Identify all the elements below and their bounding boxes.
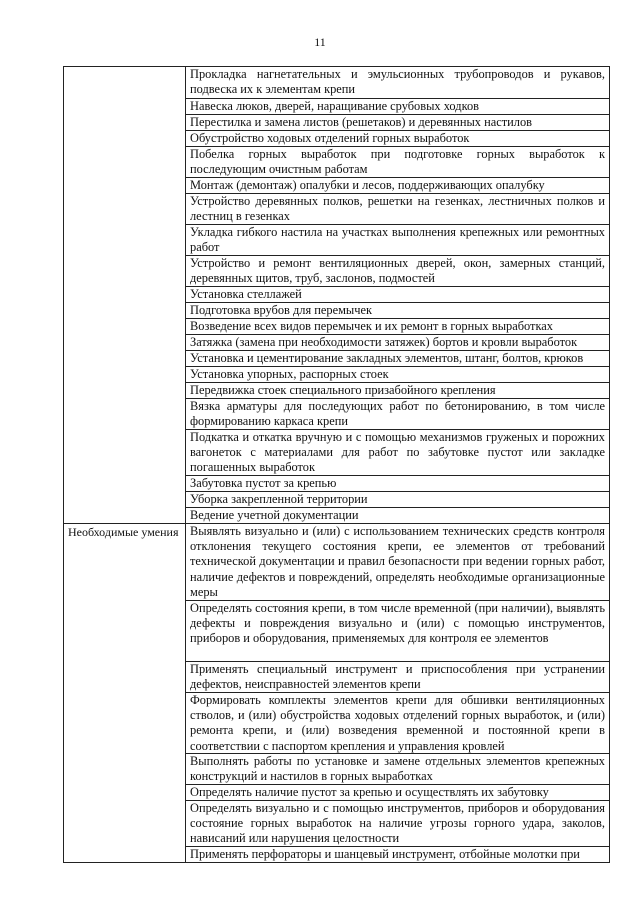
activity-item: Забутовка пустот за крепью [186,475,609,491]
activity-item: Побелка горных выработок при подготовке горных выработок к последующим очистным работам [186,146,609,177]
activity-item: Установка упорных, распорных стоек [186,366,609,382]
activity-item: Подготовка врубов для перемычек [186,302,609,318]
activity-item: Прокладка нагнетательных и эмульсионных трубопроводов и рукавов, подвеска их к элементам крепи [190,67,605,97]
skill-item: Выполнять работы по установке и замене отдельных элементов крепежных конструкций и настилов в горных выработках [186,753,609,784]
skill-item: Определять наличие пустот за крепью и осуществлять их забутовку [186,784,609,800]
activities-row [64,67,610,524]
skill-item: Выявлять визуально и (или) с использованием технических средств контроля отклонения текущего состояния крепи, ее элементов от требований технической документации и правил безопасности при ведении горных работ, наличие дефектов и повреждений, определять необходимые организационные меры [190,524,605,599]
activity-item: Установка и цементирование закладных элементов, штанг, болтов, крюков [186,350,609,366]
activity-item: Установка стеллажей [186,286,609,302]
skill-item: Определять состояния крепи, в том числе временной (при наличии), выявлять дефекты и повреждения визуально и (или) с помощью инструментов, приборов и оборудования, применяемых для контроля ее элементов [186,600,609,661]
activity-item: Передвижка стоек специального призабойного крепления [186,382,609,398]
skills-cell [186,524,610,863]
page-number: 11 [314,35,326,49]
activities-cell [186,67,610,524]
activities-label-cell [64,67,186,524]
activity-item: Подкатка и откатка вручную и с помощью механизмов груженых и порожних вагонеток с материалами для работ по забутовке пустот или закладке погашенных выработок [186,429,609,475]
activity-item: Ведение учетной документации [186,507,609,523]
competency-table [63,66,610,863]
skill-item: Применять специальный инструмент и приспособления при устранении дефектов, неисправностей элементов крепи [186,661,609,692]
activity-item: Устройство и ремонт вентиляционных дверей, окон, замерных станций, деревянных щитов, труб, заслонов, подмостей [186,255,609,286]
activity-item: Обустройство ходовых отделений горных выработок [186,130,609,146]
skill-item: Применять перфораторы и шанцевый инструмент, отбойные молотки при [186,846,609,862]
activity-item: Укладка гибкого настила на участках выполнения крепежных или ремонтных работ [186,224,609,255]
activity-item: Монтаж (демонтаж) опалубки и лесов, поддерживающих опалубку [186,177,609,193]
activity-item: Затяжка (замена при необходимости затяжек) бортов и кровли выработок [186,334,609,350]
activity-item: Навеска люков, дверей, наращивание срубовых ходков [186,98,609,114]
skill-item: Формировать комплекты элементов крепи для обшивки вентиляционных стволов, и (или) обустройства ходовых отделений горных выработок, и (или) ремонта крепи, и (или) возведения временной и постоянной крепи в соответствии с паспортом крепления и управления кровлей [186,692,609,753]
activity-item: Возведение всех видов перемычек и их ремонт в горных выработках [186,318,609,334]
skills-row [64,524,610,863]
activity-item: Устройство деревянных полков, решетки на гезенках, лестничных полков и лестниц в гезенках [186,193,609,224]
skills-label-cell [64,524,186,863]
skill-item: Определять визуально и с помощью инструментов, приборов и оборудования состояние горных выработок на наличие угрозы горного удара, заколов, нависаний или нарушения целостности [186,800,609,846]
activity-item: Уборка закрепленной территории [186,491,609,507]
activity-item: Перестилка и замена листов (решетаков) и деревянных настилов [186,114,609,130]
activity-item: Вязка арматуры для последующих работ по бетонированию, в том числе формированию каркаса крепи [186,398,609,429]
skills-label: Необходимые умения [68,525,179,539]
